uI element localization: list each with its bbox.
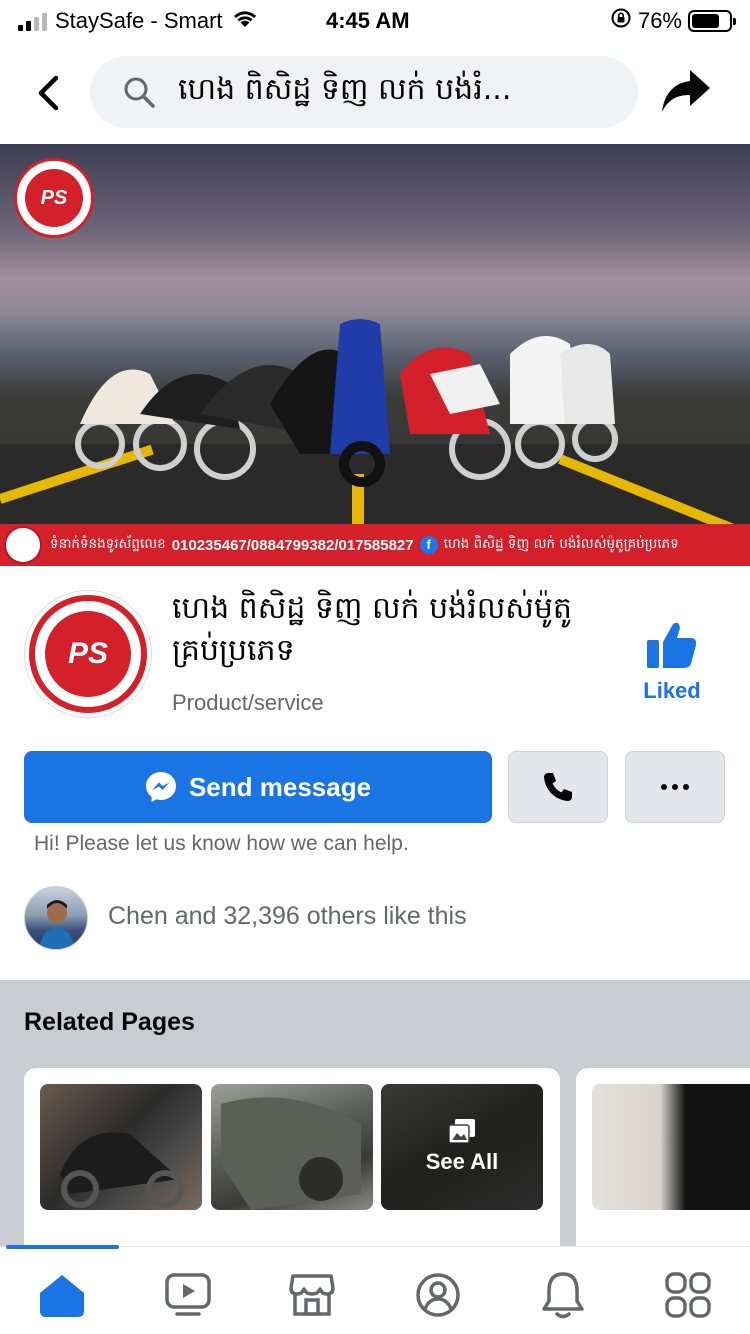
related-page-card-2[interactable] (576, 1068, 750, 1258)
home-icon (38, 1273, 86, 1317)
search-icon (122, 75, 156, 109)
send-message-label: Send message (188, 771, 372, 802)
phone-icon (542, 771, 574, 803)
cover-logo-text: PS (25, 169, 83, 227)
banner-contact-label: ទំនាក់ទំនងទូរស័ព្ទលេខ (50, 536, 166, 552)
call-button[interactable] (508, 751, 608, 823)
profile-icon (415, 1272, 461, 1318)
nav-home[interactable] (36, 1269, 88, 1321)
battery-icon (688, 10, 732, 32)
liker-avatar[interactable] (24, 886, 88, 950)
related-photo-1[interactable] (40, 1084, 202, 1210)
liked-label: Liked (643, 678, 701, 703)
banner-page-name: ហេង ពិសិដ្ឋ ទិញ លក់ បង់រំលស់ម៉ូតូគ្រប់ប្រភេទ (443, 536, 679, 552)
orientation-lock-icon (610, 7, 632, 35)
share-arrow-icon (660, 68, 712, 114)
likes-summary[interactable]: Chen and 32,396 others like this (108, 902, 467, 930)
cellular-signal-icon (18, 11, 47, 31)
nav-marketplace[interactable] (286, 1269, 338, 1321)
battery-percent: 76% (637, 8, 682, 33)
banner-phone-numbers: 010235467/0884799382/017585827 (171, 536, 414, 554)
search-input[interactable] (90, 56, 638, 128)
carrier-name: StaySafe - Smart (55, 8, 223, 33)
more-options-button[interactable] (625, 751, 725, 823)
messenger-icon (145, 771, 177, 803)
cover-contact-banner (0, 524, 750, 566)
video-icon (165, 1273, 211, 1317)
top-bar (0, 52, 750, 132)
person-photo (25, 887, 88, 950)
banner-logo (4, 526, 42, 564)
related-photo-2[interactable] (211, 1084, 373, 1210)
battery-level (692, 14, 719, 28)
status-right (610, 7, 732, 35)
bottom-navigation (0, 1246, 750, 1334)
see-all-photos-button[interactable] (381, 1084, 543, 1210)
menu-grid-icon (665, 1272, 711, 1318)
cover-photo[interactable] (0, 144, 750, 566)
more-dots-icon (660, 783, 690, 791)
send-message-button[interactable] (24, 751, 492, 823)
liked-button[interactable] (632, 620, 712, 704)
nav-menu[interactable] (662, 1269, 714, 1321)
share-button[interactable] (660, 68, 712, 116)
status-clock: 4:45 AM (326, 8, 410, 33)
wifi-icon (231, 8, 259, 34)
nav-notifications[interactable] (537, 1269, 589, 1321)
related-photo-4[interactable] (592, 1084, 750, 1210)
nav-profile[interactable] (412, 1269, 464, 1321)
cover-logo (14, 158, 94, 238)
photos-icon (449, 1119, 475, 1143)
page-category: Product/service (172, 690, 324, 715)
page-profile-picture[interactable] (24, 590, 152, 718)
active-tab-indicator (6, 1245, 119, 1249)
chevron-left-icon (36, 75, 60, 111)
facebook-icon: f (420, 536, 438, 554)
nav-watch[interactable] (162, 1269, 214, 1321)
marketplace-icon (289, 1272, 335, 1318)
message-help-text: Hi! Please let us know how we can help. (34, 832, 409, 855)
back-button[interactable] (28, 70, 68, 116)
bell-icon (541, 1271, 585, 1319)
see-all-content (426, 1119, 499, 1175)
profile-logo-text: PS (45, 611, 131, 697)
thumbs-up-icon (647, 620, 697, 668)
related-pages-section (0, 980, 750, 1246)
search-query: ហេង ពិសិដ្ឋ ទិញ លក់ បង់រំ... (178, 72, 512, 107)
see-all-label: See All (425, 1149, 499, 1174)
profile-logo-ring (29, 595, 147, 713)
status-bar (0, 0, 750, 42)
related-pages-title: Related Pages (24, 1008, 195, 1036)
motorcycles-illustration (0, 314, 750, 514)
related-page-card[interactable] (24, 1068, 560, 1258)
page-title: ហេង ពិសិដ្ឋ ទិញ លក់ បង់រំលស់ម៉ូតូគ្រប់ប្រភេទ (172, 591, 572, 668)
